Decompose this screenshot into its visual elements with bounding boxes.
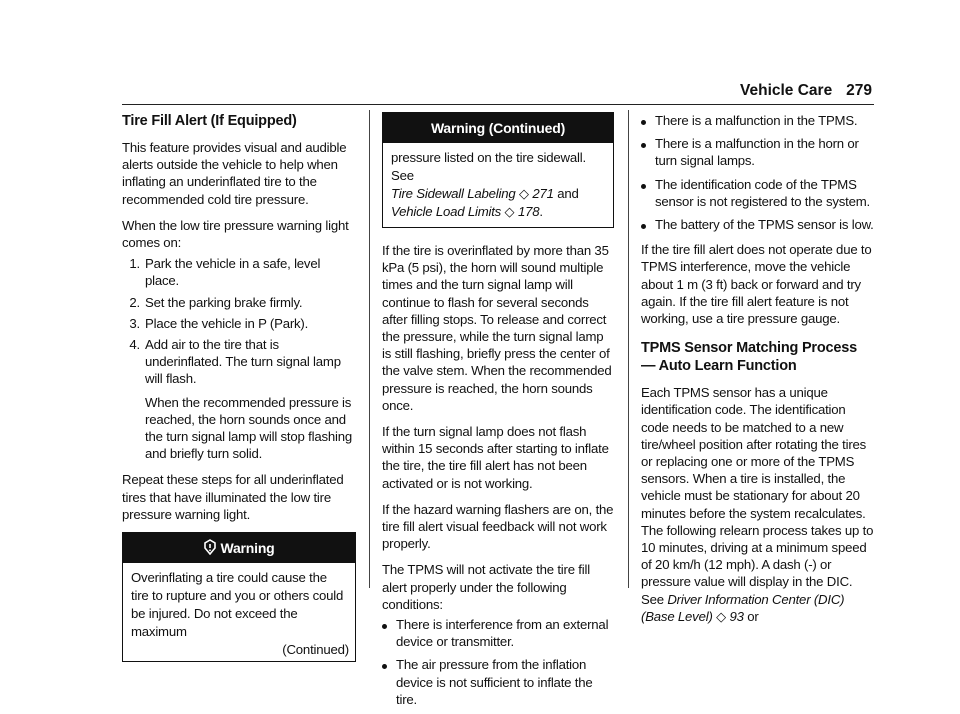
list-item [122,336,356,462]
step-text: Place the vehicle in P (Park). [145,315,309,331]
bullet-text: The identification code of the TPMS sensor is not registered to the system. [655,176,871,209]
column-2 [382,112,614,714]
paragraph: The TPMS will not activate the tire fill alert properly under the following conditions: [382,562,590,612]
step-number: 4. [129,337,140,353]
paragraph: When the low tire pressure warning light comes on: [122,217,349,251]
bullet-icon [641,112,655,129]
bullet-icon [641,216,655,233]
step-subtext: When the recommended pressure is reached, the horn sounds once and the turn signal lamp will stop flashing and briefly turn solid. [145,394,352,462]
step-number: 1. [129,256,140,272]
warning-text: Overinflating a tire could cause the tire to rupture and you or others could be injured. Do not exceed the maximum [131,570,344,640]
warning-icon [203,539,217,555]
page-header [740,82,872,100]
column-1 [122,112,356,662]
page-ref-number[interactable]: 178 [517,204,540,219]
warning-box [122,532,356,662]
paragraph: If the turn signal lamp does not flash within 15 seconds after starting to inflate the tire, the tire fill alert has not been activated or is not working. [382,424,609,491]
paragraph: If the hazard warning flashers are on, the tire fill alert visual feedback will not work properly. [382,501,614,552]
list-item [122,315,356,332]
page-ref-icon: ◇ [504,204,515,219]
steps-list [122,255,356,462]
list-item [641,216,875,233]
paragraph: This feature provides visual and audible alerts outside the vehicle to help when inflating an underinflated tire to the recommended cold tire pressure. [122,140,347,207]
cross-reference-link[interactable]: Tire Sidewall Labeling [391,186,516,201]
bullet-icon [641,176,655,210]
column-3 [641,112,875,634]
step-text: Add air to the tire that is underinflated. The turn signal lamp will flash. [145,337,341,387]
bullet-text: The air pressure from the inflation device is not sufficient to inflate the tire. [396,657,593,707]
bullet-icon [382,616,396,650]
list-item [122,294,356,311]
list-item [641,176,875,210]
paragraph: Repeat these steps for all underinflated tires that have illuminated the low tire pressure warning light. [122,472,344,522]
warning-box-continued [382,112,614,228]
page-ref-number[interactable]: 93 [729,608,744,624]
list-item [382,616,614,650]
list-item [382,656,614,708]
warning-body [123,563,355,661]
bullet-text: There is a malfunction in the TPMS. [655,113,858,128]
cross-reference-link[interactable]: Driver Information Center (DIC) (Base Level) [641,591,845,624]
page-ref-icon: ◇ [518,186,529,201]
paragraph: If the tire is overinflated by more than 35 kPa (5 psi), the horn will sound multiple times and the turn signal lamp will continue to flash for several seconds after filling stops. To release and correct the pressure, while the turn signal lamp is still flashing, briefly press the center of the valve stem. When the recommended pressure is reached, the horn sounds once. [382,243,612,413]
section-title: Vehicle Care [740,82,833,99]
header-rule [122,104,874,105]
warning-text: pressure listed on the tire sidewall. See [391,150,586,183]
warning-body: pressure listed on the tire sidewall. See Tire Sidewall Labeling ◇ 271 and Vehicle Load Limits ◇ 178. [391,150,586,219]
conjunction-text: or [747,608,759,624]
paragraph-text: Each TPMS sensor has a unique identification code. The identification code needs to be matched to a new tire/wheel position after rotating the tires or replacing one or more of the TPMS sensors. When a tire is installed, the vehicle must be stationary for about 20 minutes before the system recalculates. The following relearn process takes up to 10 minutes, driving at a minimum speed of 20 km/h (12 mph). A dash (-) or pressure value will display in the DIC. See [641,385,874,607]
step-number: 2. [129,294,140,310]
bullet-text: There is interference from an external device or transmitter. [396,617,609,650]
cross-reference-link[interactable]: Vehicle Load Limits [391,204,502,219]
page-ref-icon: ◇ [716,608,727,624]
page-number: 279 [846,82,872,99]
step-text: Park the vehicle in a safe, level place. [145,256,321,289]
bullet-text: There is a malfunction in the horn or turn signal lamps. [655,136,859,169]
step-text: Set the parking brake firmly. [145,294,303,310]
warning-title: Warning [220,540,275,557]
step-number: 3. [129,315,140,331]
conjunction-text: and [557,186,579,201]
section-heading: TPMS Sensor Matching Process — Auto Learn Function [641,340,857,375]
bullet-list [382,616,614,708]
bullet-icon [382,656,396,708]
column-divider [369,110,370,588]
warning-header: Warning (Continued) [383,113,613,143]
section-heading: Tire Fill Alert (If Equipped) [122,113,297,129]
list-item [122,255,356,289]
bullet-icon [641,135,655,169]
paragraph: If the tire fill alert does not operate due to TPMS interference, move the vehicle about 1 m (3 ft) back or forward and try again. If the tire fill alert feature is not working, use a tire pressure gauge. [641,242,872,327]
page-ref-number[interactable]: 271 [532,186,554,201]
list-item [641,112,875,129]
continued-label: (Continued) [282,642,349,658]
paragraph [641,384,875,625]
warning-header [123,533,355,563]
bullet-list [641,112,875,233]
list-item [641,135,875,169]
bullet-text: The battery of the TPMS sensor is low. [655,217,874,233]
column-divider [628,110,629,588]
